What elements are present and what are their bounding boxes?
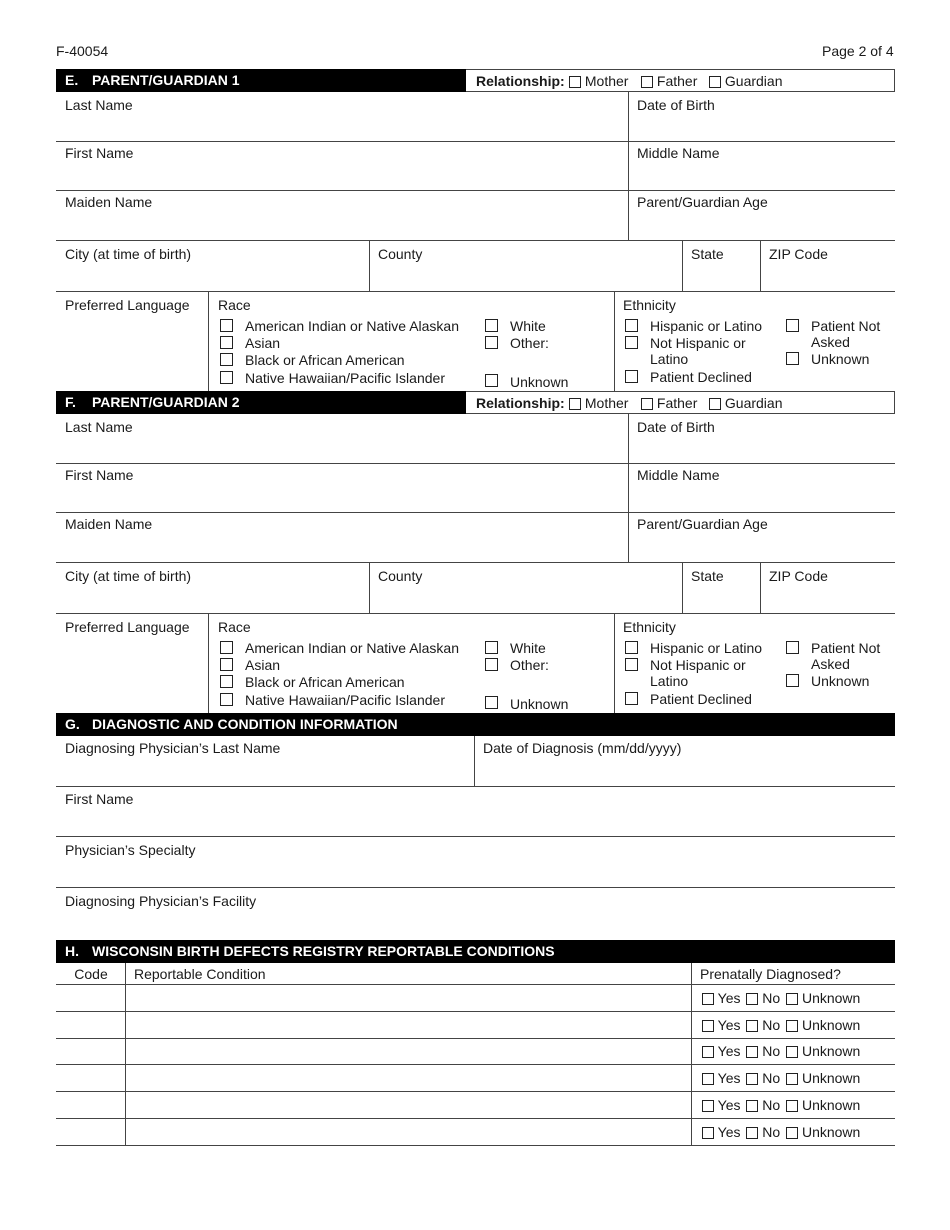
section-header <box>56 69 466 92</box>
state-input[interactable] <box>683 563 760 613</box>
ethnicity-hispanic-checkbox[interactable] <box>625 641 638 654</box>
date-of-birth-input[interactable] <box>629 414 895 463</box>
prenatal-options <box>702 1043 860 1059</box>
ethnicity-not-asked-label: Patient Not <box>811 318 881 334</box>
code-input[interactable] <box>57 985 125 1011</box>
prenatal-options <box>702 1097 860 1113</box>
physician-last-name-input[interactable] <box>56 736 474 786</box>
ethnicity-not-hispanic-label: Not Hispanic or <box>650 657 746 673</box>
section-h-header <box>56 940 895 963</box>
ethnicity-declined-label: Patient Declined <box>650 369 752 385</box>
maiden-name-label: Maiden Name <box>65 516 153 532</box>
code-input[interactable] <box>57 1038 125 1064</box>
prenatal-column-header: Prenatally Diagnosed? <box>700 966 841 982</box>
ethnicity-unknown-label: Unknown <box>811 351 870 367</box>
race-label: Race <box>218 297 251 313</box>
race-hawaiian-label: Native Hawaiian/Pacific Islander <box>245 370 445 386</box>
zip-input[interactable] <box>761 563 895 613</box>
mother-checkbox[interactable] <box>569 76 581 88</box>
ethnicity-hispanic-label: Hispanic or Latino <box>650 640 763 656</box>
ethnicity-not-asked-label-cont: Asked <box>811 656 850 672</box>
race-other-label: Other: <box>510 335 549 351</box>
race-unknown-checkbox[interactable] <box>485 374 498 387</box>
race-white-label: White <box>510 640 546 656</box>
code-input[interactable] <box>57 1092 125 1118</box>
father-label: Father <box>656 395 698 411</box>
race-hawaiian-checkbox[interactable] <box>220 693 233 706</box>
race-black-checkbox[interactable] <box>220 675 233 688</box>
zip-label: ZIP Code <box>769 246 828 262</box>
first-name-input[interactable] <box>56 464 628 512</box>
prenatal-unknown-checkbox[interactable] <box>786 1127 798 1139</box>
section-g-title: DIAGNOSTIC AND CONDITION INFORMATION <box>92 716 398 732</box>
race-black-checkbox[interactable] <box>220 353 233 366</box>
relationship-selector <box>466 69 895 92</box>
mother-label: Mother <box>584 395 629 411</box>
ethnicity-hispanic-label: Hispanic or Latino <box>650 318 763 334</box>
race-white-label: White <box>510 318 546 334</box>
prenatal-no-checkbox[interactable] <box>746 993 758 1005</box>
ethnicity-not-hispanic-label-cont: Latino <box>650 673 689 689</box>
ethnicity-unknown-checkbox[interactable] <box>786 352 799 365</box>
prenatal-yes-label: Yes <box>717 990 741 1006</box>
race-american-indian-label: American Indian or Native Alaskan <box>245 318 459 334</box>
condition-row <box>56 1038 895 1065</box>
mother-label: Mother <box>584 73 629 89</box>
maiden-name-label: Maiden Name <box>65 194 153 210</box>
prenatal-yes-label: Yes <box>717 1043 741 1060</box>
ethnicity-declined-checkbox[interactable] <box>625 692 638 705</box>
ethnicity-declined-checkbox[interactable] <box>625 370 638 383</box>
prenatal-no-label: No <box>762 1016 781 1033</box>
prenatal-options <box>702 1124 860 1140</box>
prenatal-unknown-label: Unknown <box>801 990 861 1006</box>
guardian-label: Guardian <box>724 395 783 411</box>
relationship-label: Relationship: <box>476 395 565 411</box>
prenatal-options <box>702 990 860 1006</box>
condition-input[interactable] <box>127 1065 691 1091</box>
section-g-letter: G. <box>65 716 80 732</box>
section-h-reportable-conditions <box>0 940 950 1150</box>
race-black-label: Black or African American <box>245 674 405 690</box>
condition-input[interactable] <box>127 1038 691 1064</box>
code-column-header: Code <box>74 966 108 982</box>
prenatal-unknown-checkbox[interactable] <box>786 1046 798 1058</box>
ethnicity-label: Ethnicity <box>623 619 676 635</box>
prenatal-no-label: No <box>762 1070 781 1087</box>
section-e-parent-guardian-1 <box>0 69 950 391</box>
first-name-label: First Name <box>65 145 134 161</box>
ethnicity-not-asked-label-cont: Asked <box>811 334 850 350</box>
section-letter: E. <box>65 72 79 88</box>
prenatal-unknown-checkbox[interactable] <box>786 1100 798 1112</box>
middle-name-input[interactable] <box>629 142 895 190</box>
prenatal-yes-checkbox[interactable] <box>702 1020 714 1032</box>
father-checkbox[interactable] <box>641 76 653 88</box>
city-label: City (at time of birth) <box>65 246 192 262</box>
ethnicity-unknown-label: Unknown <box>811 673 870 689</box>
parent-age-input[interactable] <box>629 191 895 240</box>
condition-input[interactable] <box>127 1092 691 1118</box>
ethnicity-not-asked-checkbox[interactable] <box>786 641 799 654</box>
first-name-label: First Name <box>65 467 134 483</box>
state-label: State <box>691 568 724 584</box>
page-number: Page 2 of 4 <box>822 43 894 59</box>
prenatal-yes-checkbox[interactable] <box>702 1046 714 1058</box>
county-label: County <box>378 246 423 262</box>
section-h-letter: H. <box>65 943 79 959</box>
city-label: City (at time of birth) <box>65 568 192 584</box>
state-input[interactable] <box>683 241 760 291</box>
preferred-language-label: Preferred Language <box>65 619 190 635</box>
prenatal-yes-label: Yes <box>717 1096 741 1113</box>
prenatal-unknown-checkbox[interactable] <box>786 1020 798 1032</box>
date-of-birth-label: Date of Birth <box>637 97 715 113</box>
father-label: Father <box>656 73 698 89</box>
race-asian-label: Asian <box>245 657 281 673</box>
parent-age-input[interactable] <box>629 513 895 562</box>
race-hawaiian-label: Native Hawaiian/Pacific Islander <box>245 692 445 708</box>
condition-input[interactable] <box>127 1119 691 1145</box>
prenatal-yes-label: Yes <box>717 1123 741 1140</box>
zip-label: ZIP Code <box>769 568 828 584</box>
county-input[interactable] <box>370 563 682 613</box>
preferred-language-input[interactable] <box>56 309 208 389</box>
relationship-mother-option <box>569 392 628 414</box>
prenatal-yes-checkbox[interactable] <box>702 993 714 1005</box>
ethnicity-not-hispanic-label-cont: Latino <box>650 351 689 367</box>
ethnicity-label: Ethnicity <box>623 297 676 313</box>
ethnicity-declined-label: Patient Declined <box>650 691 752 707</box>
prenatal-options <box>702 1070 860 1086</box>
condition-row <box>56 1065 895 1092</box>
prenatal-no-label: No <box>762 1096 781 1113</box>
parent-age-label: Parent/Guardian Age <box>637 194 768 210</box>
race-unknown-label: Unknown <box>510 374 569 390</box>
physician-facility-input[interactable] <box>56 888 895 933</box>
physician-first-name-input[interactable] <box>56 787 895 836</box>
prenatal-no-label: No <box>762 1123 781 1140</box>
prenatal-yes-checkbox[interactable] <box>702 1127 714 1139</box>
preferred-language-label: Preferred Language <box>65 297 190 313</box>
ethnicity-not-hispanic-checkbox[interactable] <box>625 336 638 349</box>
race-white-checkbox[interactable] <box>485 319 498 332</box>
last-name-label: Last Name <box>65 97 133 113</box>
physician-first-name-label: First Name <box>65 791 134 807</box>
guardian-checkbox[interactable] <box>709 76 721 88</box>
relationship-guardian-option <box>709 392 782 414</box>
date-of-birth-input[interactable] <box>629 92 895 141</box>
prenatal-unknown-label: Unknown <box>801 1016 861 1033</box>
maiden-name-input[interactable] <box>56 513 628 562</box>
prenatal-no-checkbox[interactable] <box>746 1127 758 1139</box>
physician-specialty-input[interactable] <box>56 837 895 887</box>
date-of-diagnosis-input[interactable] <box>475 736 895 786</box>
prenatal-yes-checkbox[interactable] <box>702 1100 714 1112</box>
race-black-label: Black or African American <box>245 352 405 368</box>
condition-column-header: Reportable Condition <box>134 966 266 982</box>
physician-last-name-label: Diagnosing Physician’s Last Name <box>65 740 281 756</box>
race-hawaiian-checkbox[interactable] <box>220 371 233 384</box>
ethnicity-not-hispanic-label: Not Hispanic or <box>650 335 746 351</box>
relationship-mother-option <box>569 70 628 92</box>
last-name-input[interactable] <box>56 414 628 463</box>
middle-name-label: Middle Name <box>637 467 720 483</box>
race-asian-checkbox[interactable] <box>220 658 233 671</box>
race-american-indian-checkbox[interactable] <box>220 319 233 332</box>
ethnicity-unknown-checkbox[interactable] <box>786 674 799 687</box>
preferred-language-input[interactable] <box>56 631 208 711</box>
prenatal-yes-checkbox[interactable] <box>702 1073 714 1085</box>
section-title: PARENT/GUARDIAN 1 <box>92 72 240 88</box>
prenatal-options <box>702 1017 860 1033</box>
date-of-diagnosis-label: Date of Diagnosis (mm/dd/yyyy) <box>483 740 682 756</box>
condition-row <box>56 1092 895 1119</box>
code-input[interactable] <box>57 1012 125 1038</box>
ethnicity-hispanic-checkbox[interactable] <box>625 319 638 332</box>
code-input[interactable] <box>57 1065 125 1091</box>
race-white-checkbox[interactable] <box>485 641 498 654</box>
prenatal-no-checkbox[interactable] <box>746 1100 758 1112</box>
physician-specialty-label: Physician’s Specialty <box>65 842 196 858</box>
prenatal-unknown-label: Unknown <box>801 1043 861 1060</box>
ethnicity-not-hispanic-checkbox[interactable] <box>625 658 638 671</box>
parent-age-label: Parent/Guardian Age <box>637 516 768 532</box>
guardian-checkbox[interactable] <box>709 398 721 410</box>
section-g-header <box>56 713 895 736</box>
prenatal-unknown-label: Unknown <box>801 1096 861 1113</box>
condition-input[interactable] <box>127 985 691 1011</box>
prenatal-no-checkbox[interactable] <box>746 1046 758 1058</box>
prenatal-no-label: No <box>762 1043 781 1060</box>
prenatal-unknown-label: Unknown <box>801 1070 861 1087</box>
race-unknown-label: Unknown <box>510 696 569 712</box>
section-g-diagnostic-info <box>0 713 950 913</box>
race-other-checkbox[interactable] <box>485 658 498 671</box>
condition-row <box>56 1012 895 1039</box>
section-title: PARENT/GUARDIAN 2 <box>92 394 240 410</box>
relationship-selector <box>466 391 895 414</box>
ethnicity-not-asked-checkbox[interactable] <box>786 319 799 332</box>
middle-name-label: Middle Name <box>637 145 720 161</box>
city-input[interactable] <box>56 563 369 613</box>
condition-input[interactable] <box>127 1012 691 1038</box>
form-number: F-40054 <box>56 43 109 59</box>
race-american-indian-label: American Indian or Native Alaskan <box>245 640 459 656</box>
relationship-father-option <box>641 70 697 92</box>
race-label: Race <box>218 619 251 635</box>
condition-row <box>56 985 895 1012</box>
race-american-indian-checkbox[interactable] <box>220 641 233 654</box>
prenatal-unknown-checkbox[interactable] <box>786 993 798 1005</box>
section-letter: F. <box>65 394 76 410</box>
race-unknown-checkbox[interactable] <box>485 696 498 709</box>
county-input[interactable] <box>370 241 682 291</box>
county-label: County <box>378 568 423 584</box>
last-name-label: Last Name <box>65 419 133 435</box>
prenatal-yes-label: Yes <box>717 1070 741 1087</box>
mother-checkbox[interactable] <box>569 398 581 410</box>
guardian-label: Guardian <box>724 73 783 89</box>
section-h-title: WISCONSIN BIRTH DEFECTS REGISTRY REPORTABLE CONDITIONS <box>92 943 555 959</box>
race-other-checkbox[interactable] <box>485 336 498 349</box>
prenatal-unknown-label: Unknown <box>801 1123 861 1140</box>
zip-input[interactable] <box>761 241 895 291</box>
father-checkbox[interactable] <box>641 398 653 410</box>
prenatal-unknown-checkbox[interactable] <box>786 1073 798 1085</box>
date-of-birth-label: Date of Birth <box>637 419 715 435</box>
prenatal-no-checkbox[interactable] <box>746 1073 758 1085</box>
prenatal-yes-label: Yes <box>717 1016 741 1033</box>
code-input[interactable] <box>57 1119 125 1145</box>
condition-row <box>56 1119 895 1146</box>
section-f-parent-guardian-2 <box>0 391 950 713</box>
relationship-father-option <box>641 392 697 414</box>
section-header <box>56 391 466 414</box>
maiden-name-input[interactable] <box>56 191 628 240</box>
first-name-input[interactable] <box>56 142 628 190</box>
relationship-label: Relationship: <box>476 73 565 89</box>
middle-name-input[interactable] <box>629 464 895 512</box>
race-asian-label: Asian <box>245 335 281 351</box>
relationship-guardian-option <box>709 70 782 92</box>
prenatal-no-label: No <box>762 990 781 1006</box>
race-asian-checkbox[interactable] <box>220 336 233 349</box>
state-label: State <box>691 246 724 262</box>
prenatal-no-checkbox[interactable] <box>746 1020 758 1032</box>
ethnicity-not-asked-label: Patient Not <box>811 640 881 656</box>
race-other-label: Other: <box>510 657 549 673</box>
physician-facility-label: Diagnosing Physician’s Facility <box>65 893 257 909</box>
city-input[interactable] <box>56 241 369 291</box>
last-name-input[interactable] <box>56 92 628 141</box>
